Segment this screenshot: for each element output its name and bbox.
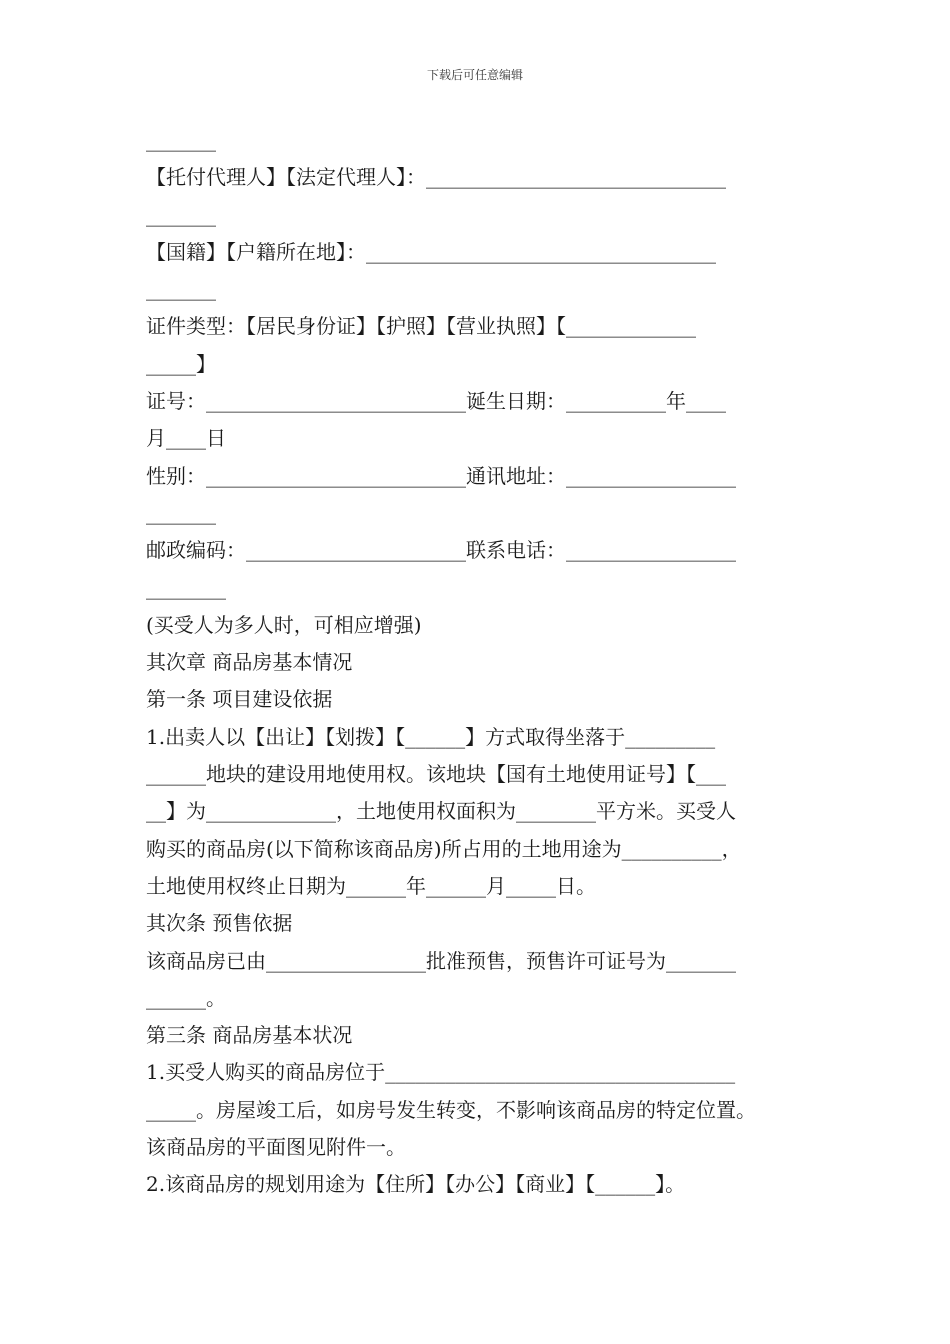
text-line: 证号：__________________________诞生日期：__________年____ bbox=[146, 389, 726, 414]
text-line: 购买的商品房(以下简称该商品房)所占用的土地用途为__________， bbox=[146, 836, 742, 861]
text-line: 【托付代理人】【法定代理人】：______________________________ bbox=[146, 165, 726, 190]
text-line: 月____日 bbox=[146, 426, 226, 451]
article-heading: 第一条 项目建设依据 bbox=[146, 687, 333, 712]
text-line: 邮政编码：______________________联系电话：_________________ bbox=[146, 538, 736, 563]
text-line: __】为_____________，土地使用权面积为________平方米。买受人 bbox=[146, 799, 736, 824]
text-line: ______。 bbox=[146, 985, 226, 1010]
text-line: _____。房屋竣工后，如房号发生转变，不影响该商品房的特定位置。 bbox=[146, 1097, 756, 1122]
text-line: 证件类型：【居民身份证】【护照】【营业执照】【_____________ bbox=[146, 314, 696, 339]
article-heading: 第三条 商品房基本状况 bbox=[146, 1023, 353, 1048]
page-header: 下载后可任意编辑 bbox=[426, 68, 523, 82]
text-line: (买受人为多人时，可相应增强) bbox=[146, 612, 422, 637]
text-line: 1.出卖人以【出让】【划拨】【______】方式取得坐落于_________ bbox=[146, 724, 716, 749]
text-line: ________ bbox=[146, 575, 226, 600]
text-line: 土地使用权终止日期为______年______月_____日。 bbox=[146, 873, 596, 898]
text-line: 2.该商品房的规划用途为【住所】【办公】【商业】【______】。 bbox=[146, 1172, 686, 1197]
chapter-heading: 其次章 商品房基本情况 bbox=[146, 650, 353, 675]
text-line: _______ bbox=[146, 202, 216, 227]
text-line: _______ bbox=[146, 128, 216, 152]
text-line: 1.买受人购买的商品房位于___________________________________ bbox=[146, 1060, 736, 1085]
text-line: _______ bbox=[146, 277, 216, 302]
text-line: 该商品房的平面图见附件一。 bbox=[146, 1135, 406, 1160]
text-line: 性别：__________________________通讯地址：_________________ bbox=[146, 463, 736, 488]
text-line: 【国籍】【户籍所在地】：___________________________________ bbox=[146, 239, 716, 264]
text-line: 该商品房已由________________批准预售，预售许可证号为_______ bbox=[146, 948, 736, 973]
text-line: _______ bbox=[146, 500, 216, 525]
text-line: _____】 bbox=[146, 351, 216, 376]
article-heading: 其次条 预售依据 bbox=[146, 911, 293, 936]
document-body bbox=[146, 122, 811, 1204]
text-line: ______地块的建设用地使用权。该地块【国有土地使用证号】【___ bbox=[146, 762, 726, 787]
